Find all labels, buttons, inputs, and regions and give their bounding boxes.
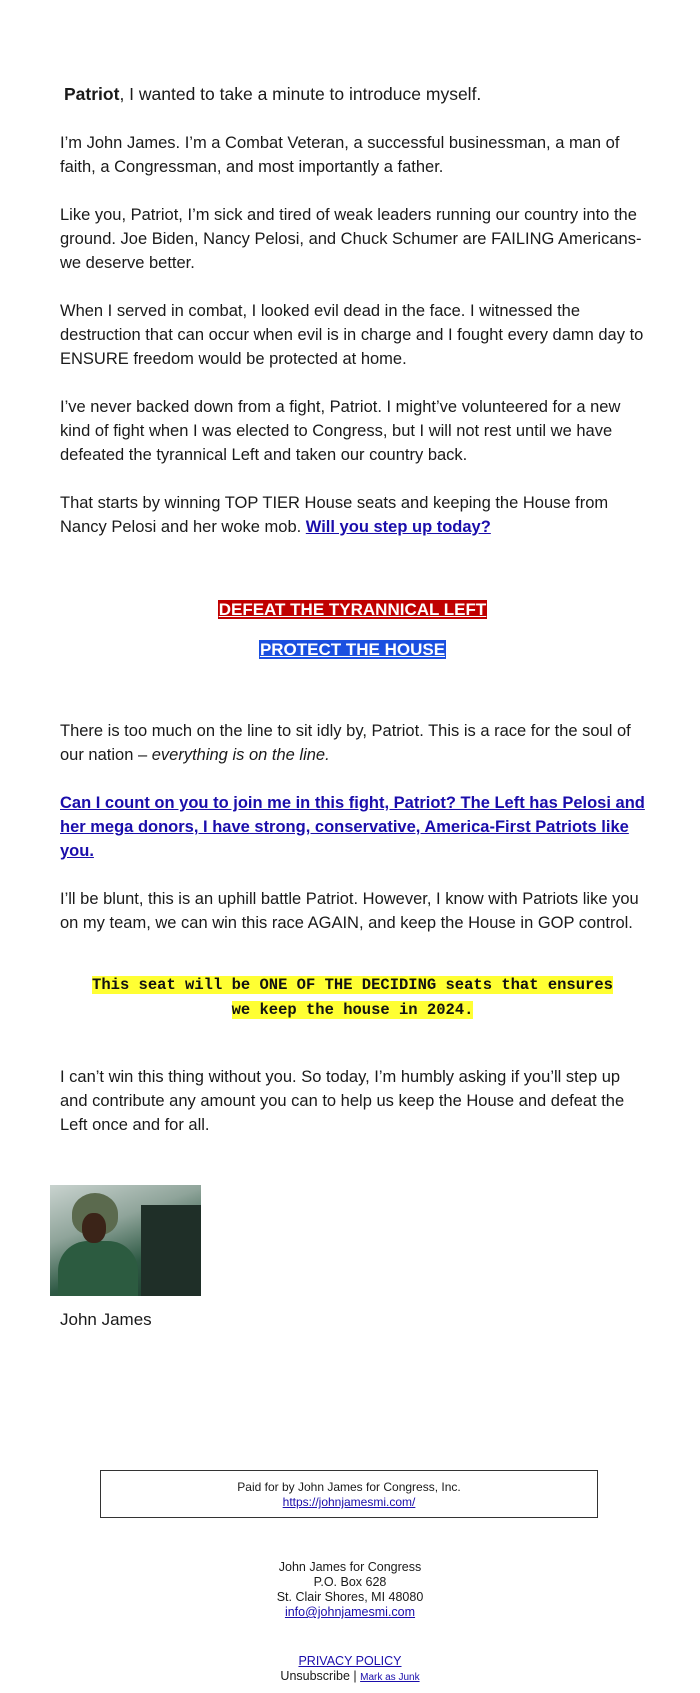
red-banner-row (60, 599, 645, 621)
paragraph-intro: I’m John James. I’m a Combat Veteran, a successful businessman, a man of faith, a Congressman, and most importantly a father. (60, 134, 620, 176)
paragraph-top-tier (60, 491, 645, 539)
mark-as-junk-link[interactable]: Mark as Junk (360, 1672, 420, 1683)
mailing-address (0, 1560, 700, 1620)
candidate-photo (50, 1185, 201, 1296)
count-on-you-link[interactable]: Can I count on you to join me in this fight, Patriot? The Left has Pelosi and her mega donors, I have strong, conservative, America-First Patriots like you. (60, 794, 645, 860)
footer-separator: | (349, 1669, 361, 1683)
privacy-policy-link[interactable]: PRIVACY POLICY (298, 1654, 402, 1668)
flight-suit (58, 1241, 138, 1296)
legal-links (0, 1654, 700, 1685)
greeting-text: , I wanted to take a minute to introduce myself. (119, 84, 482, 104)
po-box: P.O. Box 628 (313, 1575, 387, 1589)
org-name: John James for Congress (278, 1560, 422, 1574)
email-link[interactable]: info@johnjamesmi.com (284, 1605, 416, 1619)
deciding-seat-highlight (60, 973, 645, 1023)
paid-for-box (100, 1470, 598, 1518)
defeat-left-banner[interactable]: DEFEAT THE TYRANNICAL LEFT (218, 600, 487, 619)
paragraph-weak-leaders: Like you, Patriot, I’m sick and tired of weak leaders running our country into the ground. Joe Biden, Nancy Pelosi, and Chuck Schumer are FAILING Americans- we deserve better. (60, 206, 642, 272)
unsubscribe-text[interactable]: Unsubscribe (280, 1669, 350, 1683)
highlight-line-2: we keep the house in 2024. (231, 1001, 474, 1019)
paid-for-text: Paid for by John James for Congress, Inc. (237, 1480, 461, 1494)
pilot-face (82, 1213, 106, 1243)
paragraph-count-on-you (60, 791, 645, 863)
paragraph-too-much-text: There is too much on the line to sit idly by, Patriot. This is a race for the soul of our nation – (60, 722, 631, 764)
paragraph-combat: When I served in combat, I looked evil dead in the face. I witnessed the destruction that can occur when evil is in charge and I fought every damn day to ENSURE freedom would be protected at home. (60, 302, 644, 368)
cockpit-panel (141, 1205, 201, 1296)
paragraph-too-much-on-line (60, 719, 645, 767)
protect-house-banner[interactable]: PROTECT THE HOUSE (259, 640, 446, 659)
highlight-line-1: This seat will be ONE OF THE DECIDING seats that ensures (92, 976, 613, 994)
greeting-paragraph (64, 82, 481, 106)
paragraph-top-tier-text: That starts by winning TOP TIER House seats and keeping the House from Nancy Pelosi and her woke mob. (60, 494, 609, 536)
paragraph-uphill-battle: I’ll be blunt, this is an uphill battle Patriot. However, I know with Patriots like you on my team, we can win this race AGAIN, and keep the House in GOP control. (60, 890, 639, 932)
website-link[interactable]: https://johnjamesmi.com/ (282, 1495, 416, 1509)
city-state-zip: St. Clair Shores, MI 48080 (276, 1590, 424, 1604)
blue-banner-row (60, 639, 645, 661)
paragraph-too-much-italic: everything is on the line. (151, 746, 330, 764)
signature-name: John James (60, 1310, 152, 1329)
paragraph-cant-win: I can’t win this thing without you. So today, I’m humbly asking if you’ll step up and contribute any amount you can to help us keep the House and defeat the Left once and for all. (60, 1068, 625, 1134)
step-up-link[interactable]: Will you step up today? (305, 518, 491, 536)
paragraph-never-backed-down: I’ve never backed down from a fight, Patriot. I might’ve volunteered for a new kind of fight when I was elected to Congress, but I will not rest until we have defeated the tyrannical Left and taken our country back. (60, 398, 621, 464)
greeting-name: Patriot (64, 84, 120, 104)
